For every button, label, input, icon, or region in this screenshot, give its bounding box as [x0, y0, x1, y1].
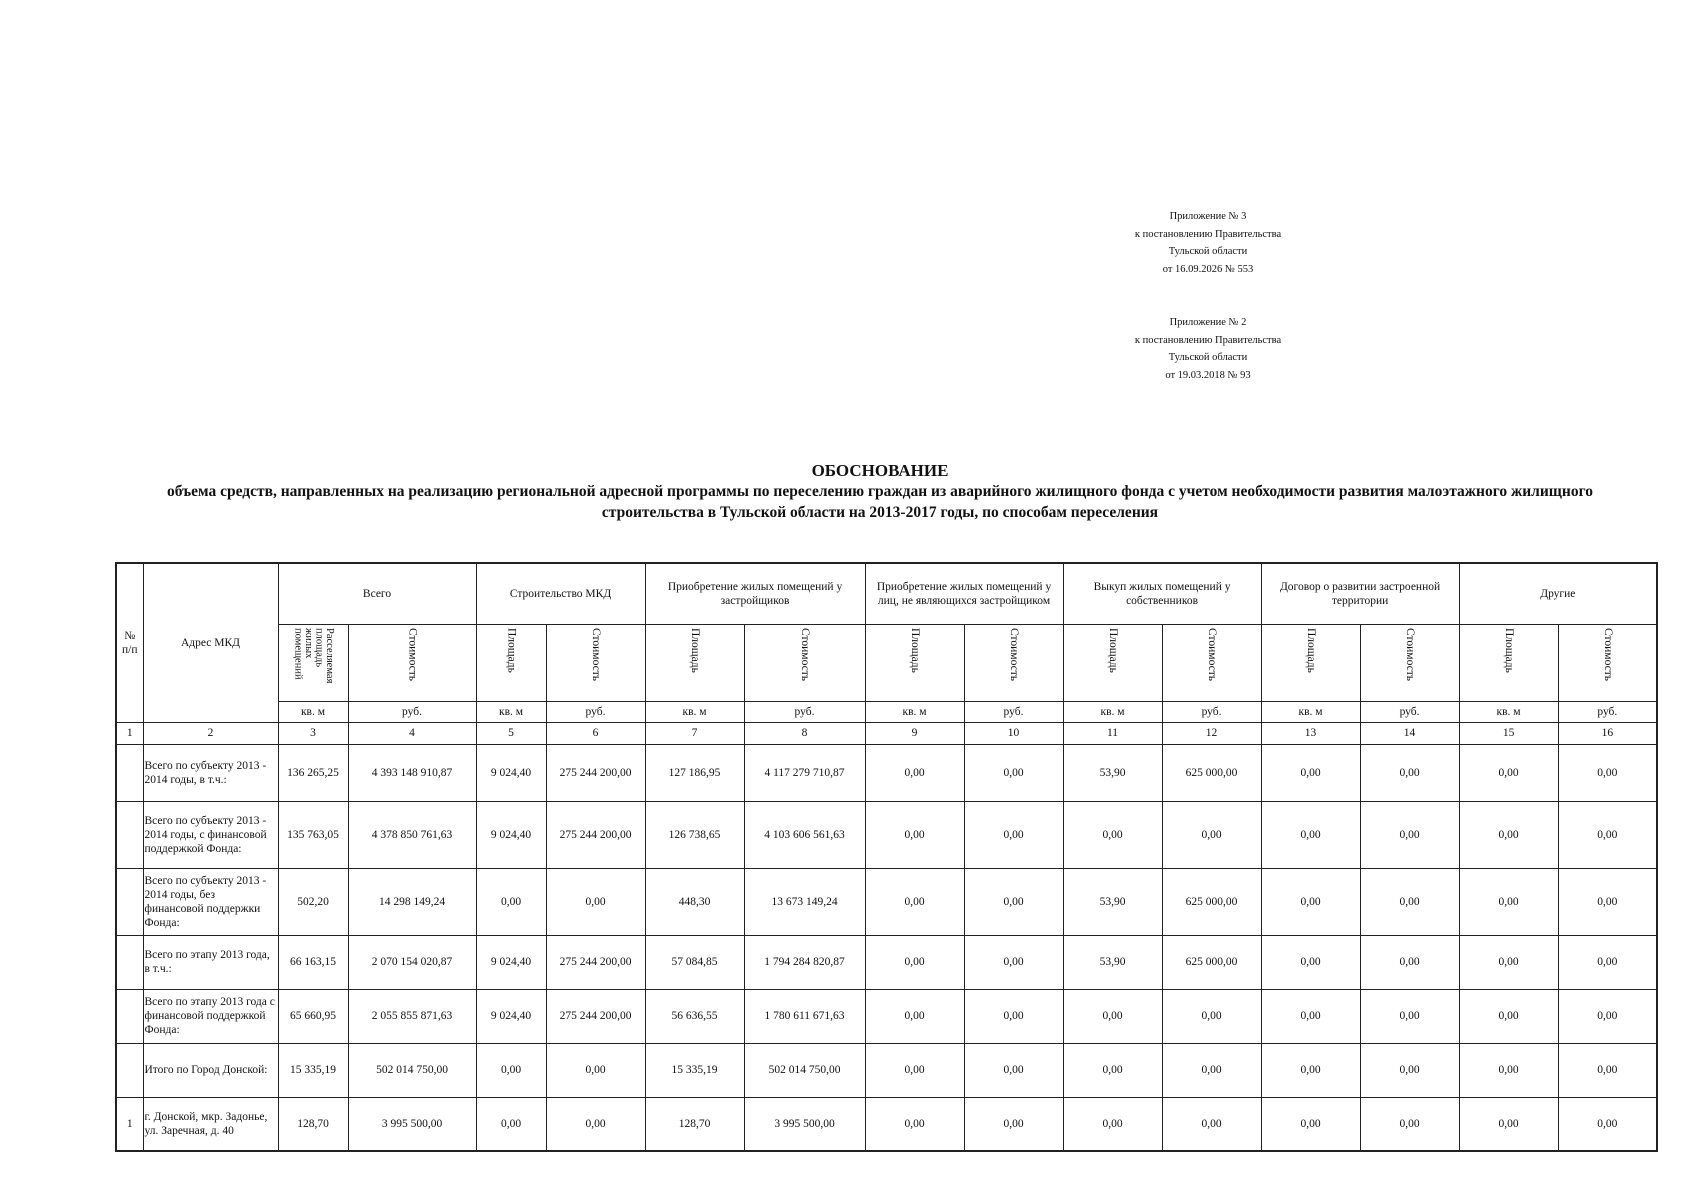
subheader-cost [1360, 624, 1459, 701]
table-row [116, 1043, 1657, 1097]
row-number [116, 935, 143, 989]
cell-cost: 0,00 [1558, 989, 1657, 1043]
cell-cost: 0,00 [964, 1043, 1063, 1097]
subheader-cost [348, 624, 476, 701]
unit-area: кв. м [278, 701, 348, 722]
cell-area: 0,00 [1261, 1043, 1360, 1097]
approval-line: к постановлению Правительства [1134, 334, 1282, 346]
cell-cost: 4 117 279 710,87 [744, 744, 865, 801]
cell-cost: 0,00 [546, 1043, 645, 1097]
cell-cost: 502 014 750,00 [348, 1043, 476, 1097]
cell-cost: 4 378 850 761,63 [348, 801, 476, 868]
cell-area: 448,30 [645, 868, 744, 935]
cell-area: 0,00 [865, 989, 964, 1043]
cell-area: 9 024,40 [476, 935, 546, 989]
cell-cost: 0,00 [1360, 935, 1459, 989]
cell-cost: 0,00 [964, 868, 1063, 935]
document-title: ОБОСНОВАНИЕ [811, 461, 949, 480]
cell-cost: 13 673 149,24 [744, 868, 865, 935]
unit-area: кв. м [1063, 701, 1162, 722]
cell-area: 0,00 [1459, 989, 1558, 1043]
cell-area: 0,00 [1261, 868, 1360, 935]
cell-area: 0,00 [865, 1043, 964, 1097]
cell-area: 0,00 [1261, 801, 1360, 868]
header-group-territory: Договор о развитии застроенной территории [1261, 563, 1459, 624]
unit-cost: руб. [1558, 701, 1657, 722]
row-number [116, 801, 143, 868]
cell-cost: 0,00 [1360, 801, 1459, 868]
row-address: Всего по этапу 2013 года с финансовой поддержкой Фонда: [143, 989, 278, 1043]
cell-cost: 0,00 [1558, 868, 1657, 935]
subheader-label: Площадь [505, 627, 518, 673]
column-number: 4 [348, 722, 476, 744]
row-number [116, 868, 143, 935]
unit-area: кв. м [1459, 701, 1558, 722]
column-number: 10 [964, 722, 1063, 744]
cell-area: 0,00 [1459, 801, 1558, 868]
subheader-label: Стоимость [1008, 627, 1021, 681]
row-number [116, 1043, 143, 1097]
unit-cost: руб. [546, 701, 645, 722]
table-row [116, 989, 1657, 1043]
cell-area: 0,00 [1063, 989, 1162, 1043]
subheader-area [476, 624, 546, 701]
cell-area: 0,00 [1459, 935, 1558, 989]
cell-area: 127 186,95 [645, 744, 744, 801]
cell-cost: 0,00 [1162, 1097, 1261, 1151]
cell-cost: 1 780 611 671,63 [744, 989, 865, 1043]
subheader-label: Стоимость [590, 627, 603, 681]
cell-area: 0,00 [476, 1043, 546, 1097]
cell-area: 53,90 [1063, 744, 1162, 801]
row-number [116, 989, 143, 1043]
cell-area: 0,00 [865, 1097, 964, 1151]
cell-cost: 0,00 [1360, 744, 1459, 801]
subheader-area [645, 624, 744, 701]
cell-area: 53,90 [1063, 868, 1162, 935]
subheader-area [1063, 624, 1162, 701]
cell-cost: 0,00 [1162, 801, 1261, 868]
table-row [116, 868, 1657, 935]
cell-area: 135 763,05 [278, 801, 348, 868]
cell-cost: 0,00 [1162, 989, 1261, 1043]
subheader-cost [1558, 624, 1657, 701]
cell-cost: 0,00 [1558, 1043, 1657, 1097]
cell-area: 53,90 [1063, 935, 1162, 989]
cell-cost: 625 000,00 [1162, 868, 1261, 935]
header-row-groups [116, 563, 1657, 624]
approval-date-line: от 16.09.2026 № 553 [1162, 263, 1254, 275]
document-subtitle: объема средств, направленных на реализацию региональной адресной программы по переселению граждан из аварийного жилищного фонда с учетом необходимости развития малоэтажного жилищного строительства в Тульской области на 2013-2017 годы, по способам переселения [167, 483, 1593, 521]
cell-cost: 0,00 [1558, 1097, 1657, 1151]
header-row-subcolumns [116, 624, 1657, 701]
cell-cost: 0,00 [964, 801, 1063, 868]
cell-cost: 0,00 [1360, 1097, 1459, 1151]
subheader-label: Площадь [1107, 627, 1120, 673]
cell-cost: 0,00 [1558, 935, 1657, 989]
approval-line: Тульской области [1168, 352, 1248, 363]
cell-area: 126 738,65 [645, 801, 744, 868]
approval-date-line: от 19.03.2018 № 93 [1165, 369, 1251, 381]
subheader-label: Стоимость [1206, 627, 1219, 681]
column-number: 16 [1558, 722, 1657, 744]
cell-cost: 0,00 [1162, 1043, 1261, 1097]
cell-cost: 14 298 149,24 [348, 868, 476, 935]
cell-cost: 0,00 [964, 744, 1063, 801]
subheader-label: Расселяемая площадь жилых помещений [292, 627, 335, 683]
cell-cost: 2 055 855 871,63 [348, 989, 476, 1043]
header-group-buyout: Выкуп жилых помещений у собственников [1063, 563, 1261, 624]
cell-area: 57 084,85 [645, 935, 744, 989]
approval-line: Приложение № 2 [1169, 317, 1247, 328]
header-group-non-developers: Приобретение жилых помещений у лиц, не являющихся застройщиком [865, 563, 1063, 624]
cell-cost: 275 244 200,00 [546, 989, 645, 1043]
header-group-developers: Приобретение жилых помещений у застройщиков [645, 563, 865, 624]
unit-area: кв. м [865, 701, 964, 722]
row-address: Всего по субъекту 2013 - 2014 годы, в т.ч.: [143, 744, 278, 801]
cell-area: 0,00 [865, 801, 964, 868]
cell-area: 0,00 [476, 868, 546, 935]
cell-cost: 1 794 284 820,87 [744, 935, 865, 989]
cell-area: 56 636,55 [645, 989, 744, 1043]
cell-cost: 3 995 500,00 [348, 1097, 476, 1151]
cell-cost: 0,00 [1360, 1043, 1459, 1097]
subheader-cost [964, 624, 1063, 701]
column-number: 5 [476, 722, 546, 744]
cell-area: 9 024,40 [476, 989, 546, 1043]
header-num: № п/п [116, 563, 143, 722]
cell-area: 66 163,15 [278, 935, 348, 989]
approval-line: Приложение № 3 [1169, 211, 1247, 222]
cell-area: 65 660,95 [278, 989, 348, 1043]
cell-cost: 0,00 [546, 868, 645, 935]
cell-area: 0,00 [1261, 1097, 1360, 1151]
cell-area: 0,00 [1459, 1043, 1558, 1097]
cell-area: 0,00 [865, 744, 964, 801]
cell-cost: 275 244 200,00 [546, 935, 645, 989]
table-row [116, 935, 1657, 989]
cell-area: 0,00 [1459, 744, 1558, 801]
header-row-units [116, 701, 1657, 722]
unit-cost: руб. [744, 701, 865, 722]
subheader-area [1261, 624, 1360, 701]
cell-area: 502,20 [278, 868, 348, 935]
cell-cost: 502 014 750,00 [744, 1043, 865, 1097]
column-number: 6 [546, 722, 645, 744]
column-number: 11 [1063, 722, 1162, 744]
header-address: Адрес МКД [143, 563, 278, 722]
unit-area: кв. м [1261, 701, 1360, 722]
row-number: 1 [116, 1097, 143, 1151]
table-row [116, 801, 1657, 868]
cell-cost: 0,00 [1360, 989, 1459, 1043]
cell-area: 0,00 [1261, 935, 1360, 989]
cell-cost: 0,00 [964, 935, 1063, 989]
header-group-total: Всего [278, 563, 476, 624]
approval-block-appendix-3 [1078, 208, 1338, 278]
subheader-label: Стоимость [799, 627, 812, 681]
cell-area: 128,70 [645, 1097, 744, 1151]
column-number: 3 [278, 722, 348, 744]
subheader-label: Стоимость [406, 627, 419, 681]
unit-cost: руб. [348, 701, 476, 722]
table-row [116, 1097, 1657, 1151]
cell-cost: 625 000,00 [1162, 935, 1261, 989]
cell-area: 0,00 [865, 935, 964, 989]
cell-cost: 2 070 154 020,87 [348, 935, 476, 989]
subheader-cost [1162, 624, 1261, 701]
approval-block-appendix-2 [1078, 314, 1338, 384]
header-group-other: Другие [1459, 563, 1657, 624]
unit-area: кв. м [645, 701, 744, 722]
row-address: г. Донской, мкр. Задонье, ул. Заречная, д. 40 [143, 1097, 278, 1151]
cell-area: 15 335,19 [278, 1043, 348, 1097]
subheader-cost [546, 624, 645, 701]
cell-area: 9 024,40 [476, 801, 546, 868]
row-address: Итого по Город Донской: [143, 1043, 278, 1097]
subheader-area [865, 624, 964, 701]
cell-area: 0,00 [1459, 1097, 1558, 1151]
subheader-label: Площадь [1503, 627, 1516, 673]
subheader-area-total [278, 624, 348, 701]
column-number: 12 [1162, 722, 1261, 744]
cell-cost: 275 244 200,00 [546, 744, 645, 801]
column-number: 13 [1261, 722, 1360, 744]
subheader-label: Площадь [689, 627, 702, 673]
header-group-construction: Строительство МКД [476, 563, 645, 624]
cell-area: 9 024,40 [476, 744, 546, 801]
cell-area: 0,00 [1261, 989, 1360, 1043]
cell-area: 0,00 [1063, 1043, 1162, 1097]
unit-cost: руб. [1162, 701, 1261, 722]
table-row [116, 744, 1657, 801]
approval-line: Тульской области [1168, 246, 1248, 257]
column-number: 2 [143, 722, 278, 744]
cell-area: 0,00 [1063, 1097, 1162, 1151]
cell-cost: 3 995 500,00 [744, 1097, 865, 1151]
cell-area: 136 265,25 [278, 744, 348, 801]
cell-cost: 4 393 148 910,87 [348, 744, 476, 801]
subheader-label: Площадь [1305, 627, 1318, 673]
cell-area: 0,00 [865, 868, 964, 935]
unit-cost: руб. [964, 701, 1063, 722]
row-number [116, 744, 143, 801]
column-number: 1 [116, 722, 143, 744]
cell-cost: 0,00 [1558, 744, 1657, 801]
cell-cost: 4 103 606 561,63 [744, 801, 865, 868]
subheader-cost [744, 624, 865, 701]
cell-cost: 0,00 [1360, 868, 1459, 935]
cell-area: 15 335,19 [645, 1043, 744, 1097]
subheader-label: Стоимость [1404, 627, 1417, 681]
unit-cost: руб. [1360, 701, 1459, 722]
row-address: Всего по субъекту 2013 - 2014 годы, с финансовой поддержкой Фонда: [143, 801, 278, 868]
cell-area: 0,00 [476, 1097, 546, 1151]
cell-area: 0,00 [1063, 801, 1162, 868]
unit-area: кв. м [476, 701, 546, 722]
row-address: Всего по субъекту 2013 - 2014 годы, без финансовой поддержки Фонда: [143, 868, 278, 935]
cell-cost: 275 244 200,00 [546, 801, 645, 868]
cell-cost: 0,00 [546, 1097, 645, 1151]
column-number: 9 [865, 722, 964, 744]
column-number: 14 [1360, 722, 1459, 744]
subheader-area [1459, 624, 1558, 701]
cell-area: 0,00 [1459, 868, 1558, 935]
row-address: Всего по этапу 2013 года, в т.ч.: [143, 935, 278, 989]
column-number: 7 [645, 722, 744, 744]
cell-cost: 625 000,00 [1162, 744, 1261, 801]
cell-cost: 0,00 [964, 989, 1063, 1043]
cell-cost: 0,00 [964, 1097, 1063, 1151]
column-numbers-row [116, 722, 1657, 744]
approval-line: к постановлению Правительства [1134, 228, 1282, 240]
cell-area: 0,00 [1261, 744, 1360, 801]
column-number: 15 [1459, 722, 1558, 744]
cell-cost: 0,00 [1558, 801, 1657, 868]
cell-area: 128,70 [278, 1097, 348, 1151]
subheader-label: Стоимость [1601, 627, 1614, 681]
column-number: 8 [744, 722, 865, 744]
resettlement-table [115, 562, 1658, 1152]
subheader-label: Площадь [909, 627, 922, 673]
